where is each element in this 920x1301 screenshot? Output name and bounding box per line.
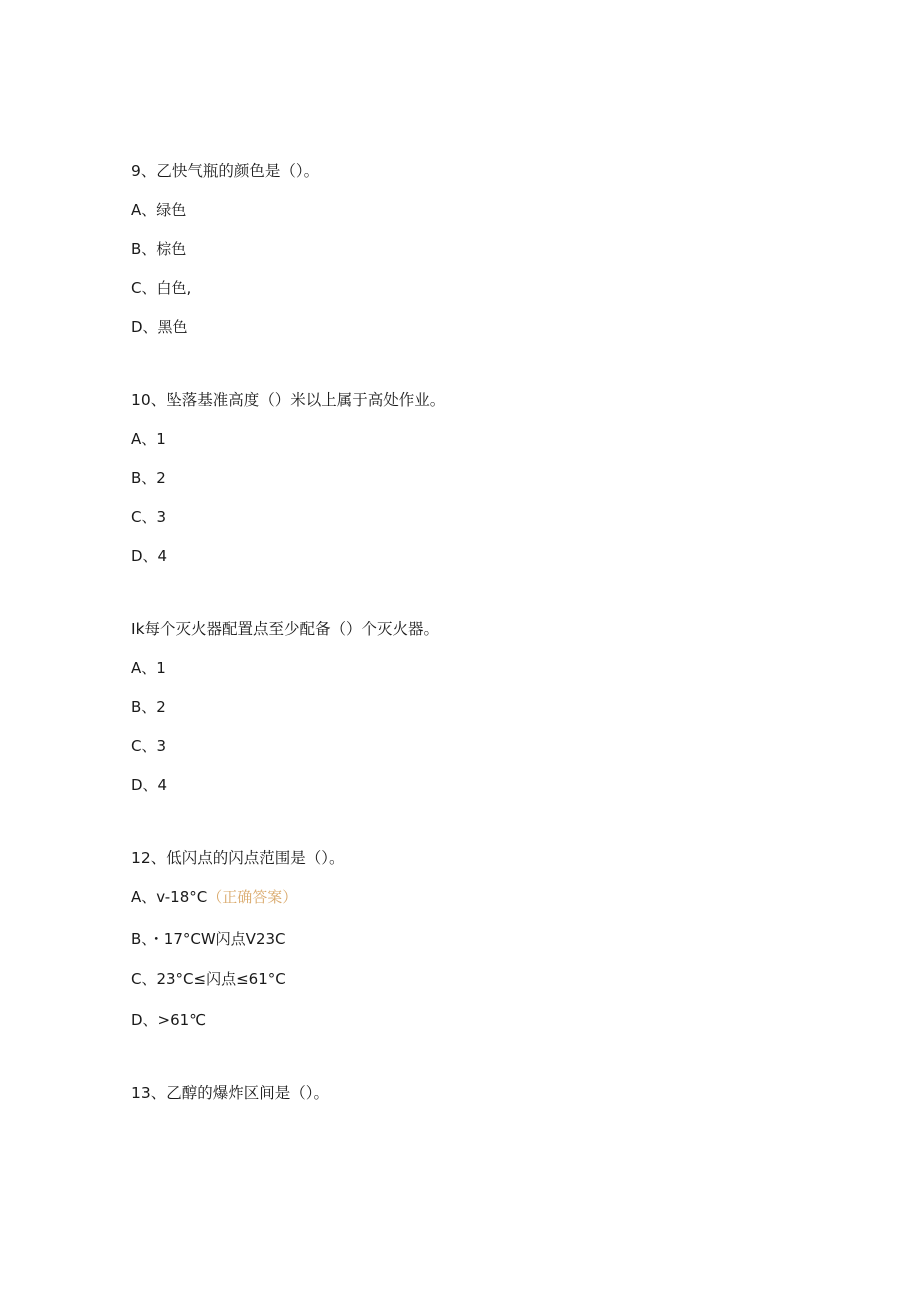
option-a: A、v-18°C: [131, 888, 208, 906]
option-c: C、3: [131, 737, 167, 755]
question-10: 10、坠落基准高度（）米以上属于高处作业。: [131, 391, 446, 409]
question-11: Ik每个灭火器配置点至少配备（）个灭火器。: [131, 620, 440, 638]
option-c: C、3: [131, 508, 167, 526]
option-b: B、2: [131, 469, 166, 487]
option-a: A、1: [131, 430, 166, 448]
question-9: 9、乙快气瓶的颜色是（）。: [131, 162, 320, 180]
option-c: C、23°C≤闪点≤61°C: [131, 970, 286, 988]
option-d: D、黑色: [131, 318, 188, 336]
option-a: A、绿色: [131, 201, 187, 219]
option-d: D、>61℃: [131, 1011, 207, 1029]
option-d: D、4: [131, 776, 168, 794]
option-b: B、棕色: [131, 240, 187, 258]
option-a: A、1: [131, 659, 166, 677]
option-b: B、2: [131, 698, 166, 716]
option-b: B、・17°CW闪点V23C: [131, 930, 286, 948]
option-c: C、白色,: [131, 279, 192, 297]
question-13: 13、乙醇的爆炸区间是（）。: [131, 1084, 329, 1102]
question-12: 12、低闪点的闪点范围是（）。: [131, 849, 345, 867]
option-d: D、4: [131, 547, 168, 565]
correct-answer-hint: （正确答案）: [207, 888, 298, 906]
option-a-row: [131, 887, 297, 907]
